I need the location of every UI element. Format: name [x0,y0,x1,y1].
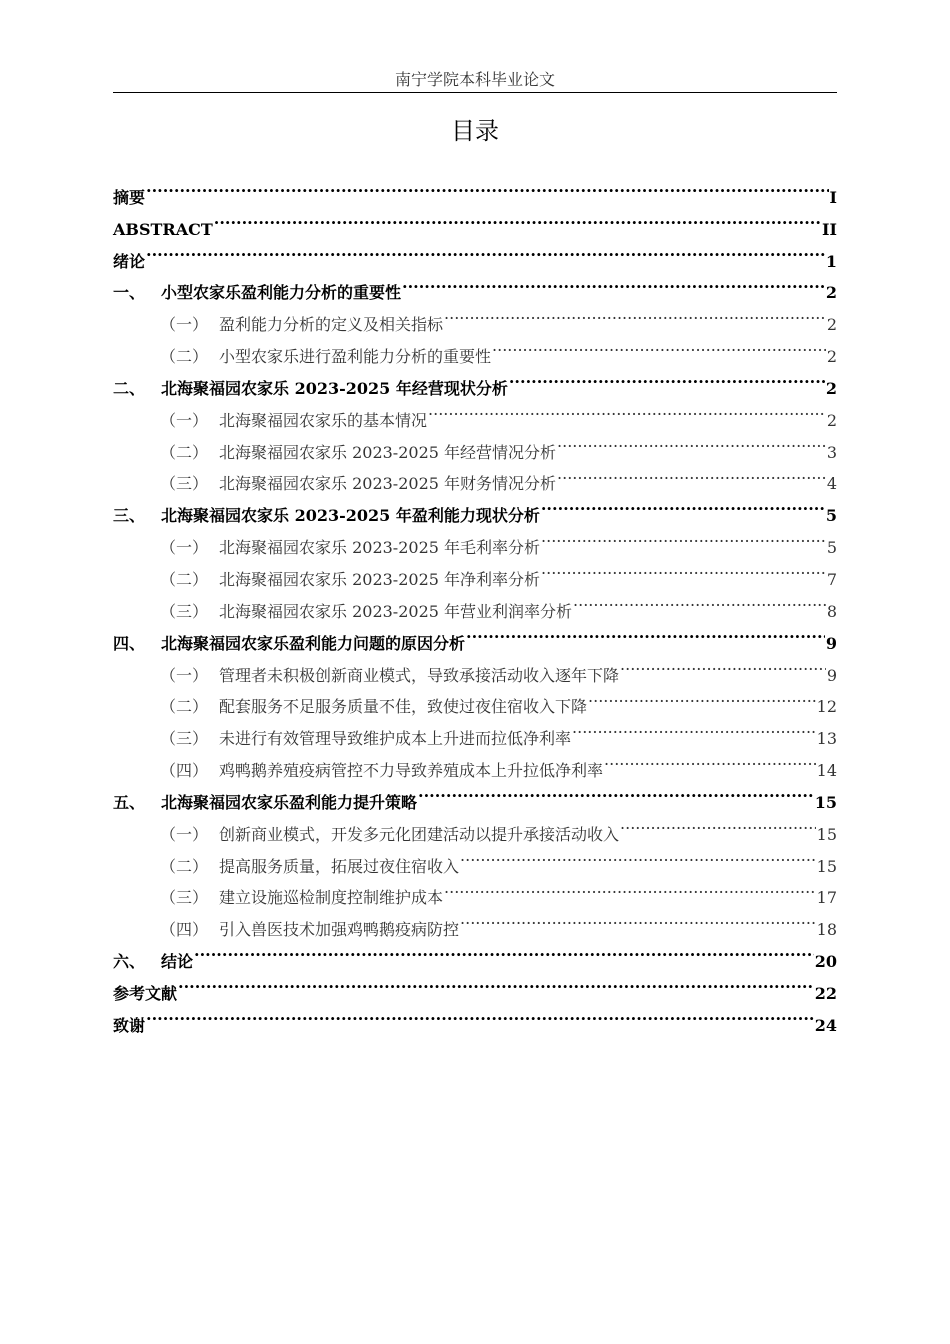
toc-entry-number: 四、 [113,633,146,653]
toc-page-number: 4 [826,474,837,494]
toc-page-number: 22 [814,983,837,1003]
toc-page-number: I [829,187,837,207]
toc-page-number: 5 [825,506,837,526]
toc-entry-text: 北海聚福园农家乐 2023-2025 年净利率分析 [219,569,541,589]
toc-entry-text: 管理者未积极创新商业模式，导致承接活动收入逐年下降 [219,665,620,685]
toc-entry-number: （三） [160,888,209,908]
toc-leader-dots [178,967,814,999]
toc-leader-dots [557,426,826,458]
toc-entry-text: 引入兽医技术加强鸡鸭鹅疫病防控 [219,920,460,940]
toc-entry-number: （一） [160,410,209,430]
toc-entry-text: 配套服务不足服务质量不佳，致使过夜住宿收入下降 [219,697,588,717]
toc-entry-text: 北海聚福园农家乐 2023-2025 年经营现状分析 [161,378,508,398]
toc-entry-text: 北海聚福园农家乐 2023-2025 年毛利率分析 [219,538,541,558]
toc-entry-abstract-en[interactable] [113,203,837,239]
toc-entry-text: 摘要 [113,187,146,207]
toc-entry-introduction[interactable] [113,235,837,271]
toc-leader-dots [146,235,825,267]
toc-entry-text: 北海聚福园农家乐盈利能力提升策略 [161,792,418,812]
toc-page-number: 9 [826,665,837,685]
toc-entry-text: 参考文献 [113,983,178,1003]
toc-entry-text: 北海聚福园农家乐 2023-2025 年财务情况分析 [219,474,557,494]
toc-leader-dots [194,935,814,967]
toc-leader-dots [444,872,816,904]
toc-leader-dots [509,362,825,394]
toc-leader-dots [620,649,826,681]
toc-leader-dots [557,458,826,490]
toc-entry-number: （二） [160,569,209,589]
toc-leader-dots [573,585,826,617]
toc-entry-number: （二） [160,856,209,876]
toc-entry-chapter-6[interactable] [113,935,837,972]
toc-page-number: 20 [814,952,837,972]
toc-page-number: 17 [816,888,837,908]
toc-page-number: 8 [826,601,837,621]
toc-entry-text: 北海聚福园农家乐的基本情况 [219,410,428,430]
toc-page-number: 18 [816,920,837,940]
toc-page-number: 13 [816,729,837,749]
toc-leader-dots [428,394,826,426]
toc-entry-references[interactable] [113,967,837,1003]
toc-entry-number: （一） [160,824,209,844]
toc-entry-number: （一） [160,538,209,558]
toc-entry-acknowledgements[interactable] [113,999,837,1035]
toc-entry-text: 未进行有效管理导致维护成本上升进而拉低净利率 [219,729,572,749]
toc-page-number: 2 [825,378,837,398]
toc-entry-text: 创新商业模式，开发多元化团建活动以提升承接活动收入 [219,824,620,844]
toc-page-number: 15 [816,824,837,844]
toc-page-number: II [822,219,837,239]
toc-entry-text: 绪论 [113,251,146,271]
toc-leader-dots [146,171,829,203]
toc-entry-number: （四） [160,761,209,781]
toc-leader-dots [460,840,816,872]
toc-entry-text: 北海聚福园农家乐盈利能力问题的原因分析 [161,633,466,653]
toc-entry-number: （三） [160,601,209,621]
toc-leader-dots [541,521,826,553]
toc-entry-text: 北海聚福园农家乐 2023-2025 年盈利能力现状分析 [161,506,540,526]
running-header-title: 南宁学院本科毕业论文 [394,70,555,89]
toc-leader-dots [620,808,816,840]
toc-entry-text: 建立设施巡检制度控制维护成本 [219,888,444,908]
toc-entry-text: 盈利能力分析的定义及相关指标 [219,315,444,335]
toc-entry-text: 结论 [161,952,194,972]
toc-page-number: 2 [825,283,837,303]
toc-entry-number: （四） [160,920,209,940]
toc-page-number: 7 [826,569,837,589]
toc-leader-dots [460,903,816,935]
toc-leader-dots [541,553,826,585]
toc-entry-abstract-cn[interactable] [113,171,837,207]
toc-entry-number: 六、 [113,952,146,972]
toc-leader-dots [466,617,825,649]
toc-entry-text: 致谢 [113,1015,146,1035]
toc-leader-dots [588,681,816,713]
toc-page-number: 15 [816,856,837,876]
toc-page-number: 5 [826,538,837,558]
toc-page-number: 14 [816,761,837,781]
toc-page-number: 2 [826,347,837,367]
toc-page-number: 9 [825,633,837,653]
table-of-contents [113,171,837,1035]
toc-page-number: 1 [825,251,837,271]
toc-page-number: 15 [814,792,837,812]
toc-entry-number: （三） [160,474,209,494]
toc-entry-number: （三） [160,729,209,749]
toc-leader-dots [418,776,814,808]
toc-entry-number: 五、 [113,792,146,812]
toc-page-number: 2 [826,315,837,335]
toc-page-number: 24 [814,1015,837,1035]
toc-leader-dots [541,489,825,521]
toc-entry-number: （二） [160,347,209,367]
toc-entry-number: 二、 [113,378,146,398]
toc-leader-dots [214,203,821,235]
toc-entry-number: 一、 [113,283,146,303]
toc-entry-number: （二） [160,697,209,717]
toc-page-number: 3 [826,442,837,462]
toc-page-number: 12 [816,697,837,717]
toc-entry-text: 北海聚福园农家乐 2023-2025 年营业利润率分析 [219,601,573,621]
toc-leader-dots [604,744,816,776]
toc-leader-dots [492,330,826,362]
toc-leader-dots [402,267,825,299]
toc-entry-text: 鸡鸭鹅养殖疫病管控不力导致养殖成本上升拉低净利率 [219,761,604,781]
toc-leader-dots [146,999,814,1031]
toc-page-number: 2 [826,410,837,430]
toc-entry-text: 北海聚福园农家乐 2023-2025 年经营情况分析 [219,442,557,462]
running-header [113,68,837,93]
toc-leader-dots [444,298,826,330]
toc-entry-number: （一） [160,315,209,335]
toc-entry-text: ABSTRACT [113,219,213,239]
toc-entry-text: 小型农家乐进行盈利能力分析的重要性 [219,347,492,367]
toc-entry-number: （二） [160,442,209,462]
toc-entry-text: 小型农家乐盈利能力分析的重要性 [161,283,402,303]
toc-leader-dots [572,712,816,744]
toc-entry-number: 三、 [113,506,146,526]
toc-title: 目录 [451,117,499,145]
toc-entry-chapter-1[interactable] [113,267,837,303]
toc-entry-number: （一） [160,665,209,685]
toc-entry-text: 提高服务质量，拓展过夜住宿收入 [219,856,460,876]
